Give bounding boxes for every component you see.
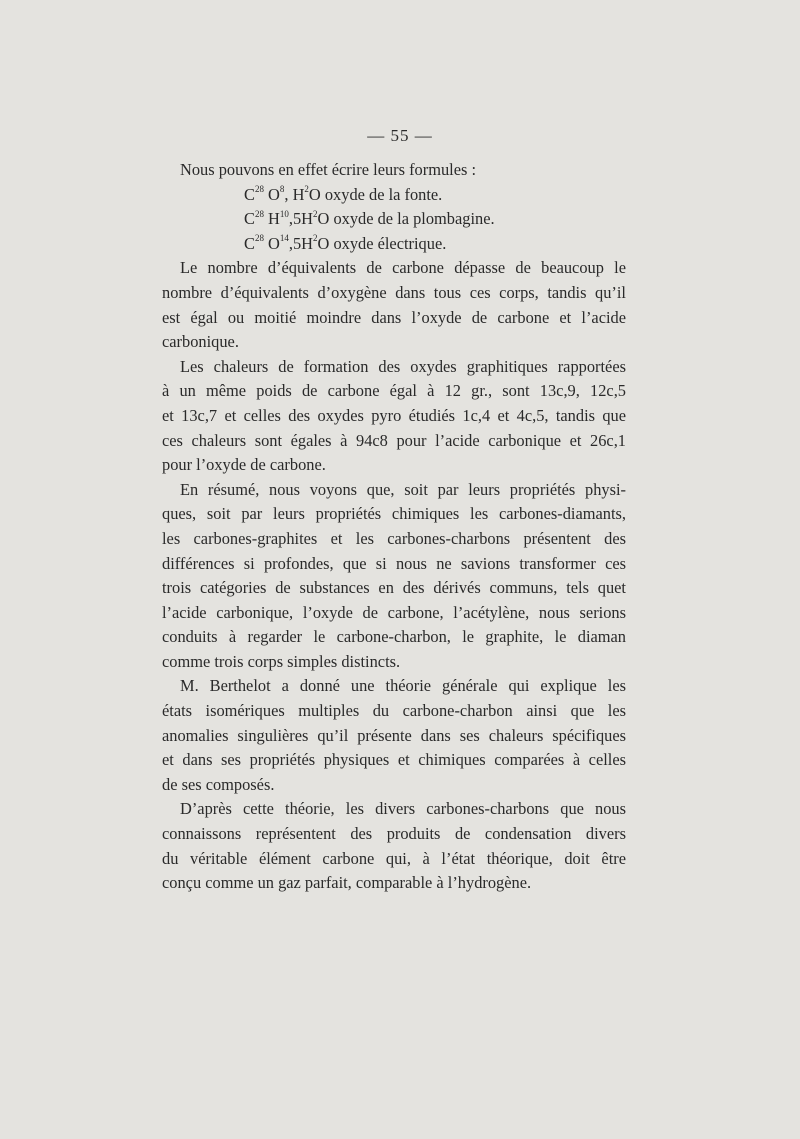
paragraph-equivalents — [162, 256, 626, 354]
paragraph-line: M. Berthelot a donné une théorie générale qui explique les — [180, 676, 626, 696]
formula-sup: 2 — [313, 233, 318, 244]
paragraph-line: trois catégories de substances en des dérivés communs, tels quet — [162, 578, 626, 598]
paragraph-line: de ses composés. — [162, 774, 275, 794]
paragraph-line: différences si profondes, que si nous ne savions transformer ces — [162, 553, 626, 573]
paragraph-line: conduits à regarder le carbone-charbon, le graphite, le diaman — [162, 627, 626, 647]
formula-plombagine — [162, 207, 626, 232]
formula-sup: 8 — [279, 184, 285, 195]
paragraph-line: carbonique. — [162, 332, 239, 352]
paragraph-line: est égal ou moitié moindre dans l’oxyde de carbone et l’acide — [162, 307, 626, 327]
formula-sup: 10 — [279, 208, 289, 219]
paragraph-line: états isomériques multiples du carbone-charbon ainsi que les — [162, 701, 626, 721]
paragraph-line: pour l’oxyde de carbone. — [162, 455, 326, 475]
formula-sup: 2 — [304, 184, 309, 195]
paragraph-line: D’après cette théorie, les divers carbones-charbons que nous — [180, 799, 626, 819]
formula-part: ,5H — [288, 209, 314, 229]
formula-part: ,5H — [288, 233, 314, 253]
formula-part: C — [244, 209, 255, 229]
paragraph-line: et dans ses propriétés physiques et chimiques comparées à celles — [162, 750, 626, 770]
paragraph-line: l’acide carbonique, l’oxyde de carbone, l’acétylène, nous serions — [162, 602, 626, 622]
formula-part: H — [263, 209, 280, 229]
formula-part: O oxyde électrique. — [317, 233, 447, 253]
paragraph-line: et 13c,7 et celles des oxydes pyro étudiés 1c,4 et 4c,5, tandis que — [162, 405, 626, 425]
formula-part: O — [263, 184, 280, 204]
formula-part: C — [244, 184, 255, 204]
formula-part: O oxyde de la plombagine. — [317, 209, 495, 229]
formula-part: O — [263, 233, 280, 253]
formula-electrique — [162, 232, 626, 257]
formula-part: , H — [284, 184, 305, 204]
paragraph-berthelot — [162, 674, 626, 797]
paragraph-chaleurs — [162, 355, 626, 478]
formula-part: O oxyde de la fonte. — [308, 184, 443, 204]
paragraph-line: En résumé, nous voyons que, soit par leurs propriétés physi- — [180, 479, 626, 499]
formula-sup: 28 — [254, 233, 264, 244]
paragraph-line: anomalies singulières qu’il présente dans ses chaleurs spécifiques — [162, 725, 626, 745]
paragraph-line: nombre d’équivalents d’oxygène dans tous ces corps, tandis qu’il — [162, 282, 626, 302]
formula-part: C — [244, 233, 255, 253]
paragraph-line: ques, soit par leurs propriétés chimiques les carbones-diamants, — [162, 504, 626, 524]
paragraph-line: les carbones-graphites et les carbones-charbons présentent des — [162, 528, 626, 548]
paragraph-line: comme trois corps simples distincts. — [162, 651, 401, 671]
paragraph-theorie — [162, 797, 626, 895]
paragraph-line: à un même poids de carbone égal à 12 gr., sont 13c,9, 12c,5 — [162, 381, 626, 401]
formula-sup: 28 — [254, 208, 264, 219]
paragraph-line: ces chaleurs sont égales à 94c8 pour l’acide carbonique et 26c,1 — [162, 430, 626, 450]
paragraph-line: Les chaleurs de formation des oxydes graphitiques rapportées — [180, 356, 626, 376]
paragraph-resume — [162, 478, 626, 675]
intro-line: Nous pouvons en effet écrire leurs formules : — [180, 160, 477, 179]
paragraph-line: du véritable élément carbone qui, à l’état théorique, doit être — [162, 848, 626, 868]
paragraph-line: Le nombre d’équivalents de carbone dépasse de beaucoup le — [180, 258, 626, 278]
formula-sup: 28 — [254, 184, 264, 195]
paragraph-line: connaissons représentent des produits de condensation divers — [162, 824, 626, 844]
formula-sup: 14 — [279, 233, 289, 244]
formula-fonte — [162, 183, 626, 208]
paragraph-line: conçu comme un gaz parfait, comparable à l’hydrogène. — [162, 873, 532, 893]
formula-sup: 2 — [313, 208, 318, 219]
page-number: — 55 — — [367, 126, 433, 145]
body-text — [162, 158, 626, 896]
